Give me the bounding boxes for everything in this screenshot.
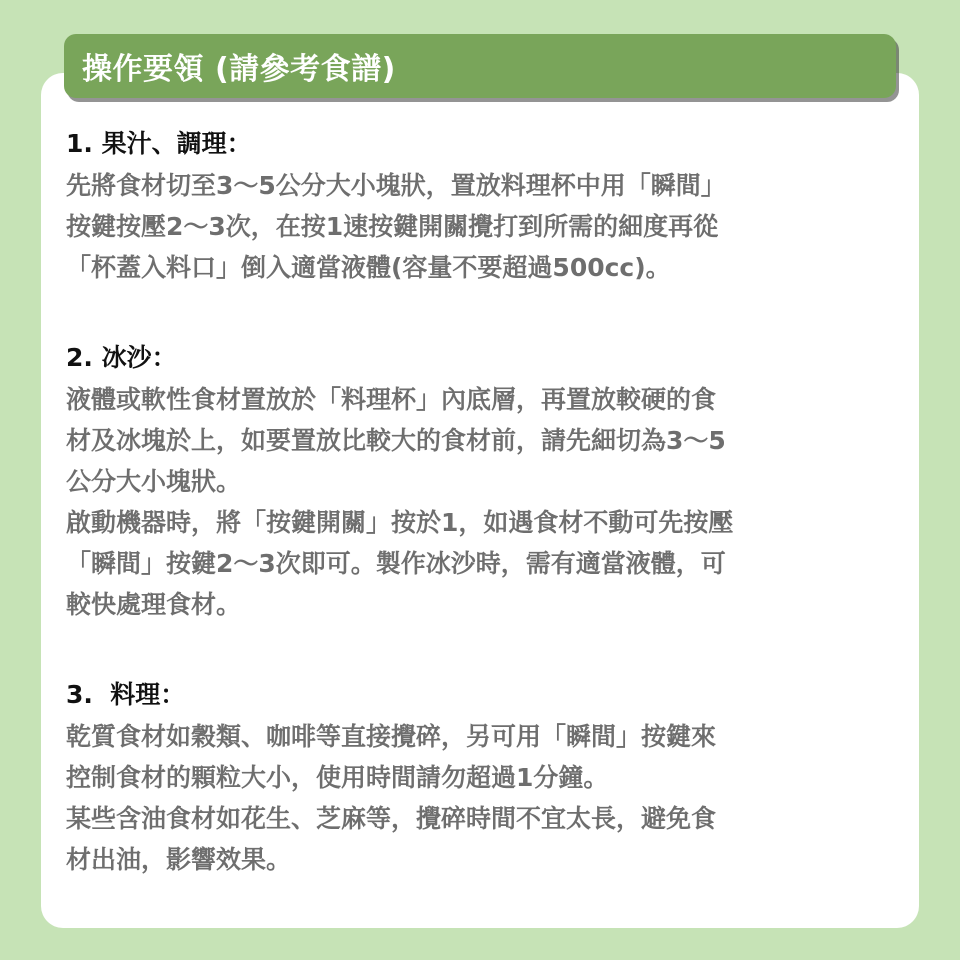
paragraph-line: 公分大小塊狀。 — [66, 467, 242, 496]
instructions-list — [66, 122, 902, 928]
paragraph-line: 啟動機器時，將「按鍵開關」按於1，如遇食材不動可先按壓 — [66, 508, 734, 537]
page-title: 操作要領 (請參考食譜) — [82, 52, 396, 87]
header-bar — [64, 34, 896, 98]
section-juice — [66, 122, 902, 288]
paragraph-line: 「瞬間」按鍵2～3次即可。製作冰沙時，需有適當液體，可 — [66, 549, 726, 578]
section-paragraph — [66, 379, 902, 502]
section-title: 2. 冰沙： — [66, 343, 177, 372]
paragraph-line: 控制食材的顆粒大小，使用時間請勿超過1分鐘。 — [66, 763, 609, 792]
section-paragraph — [66, 716, 902, 798]
section-cooking — [66, 673, 902, 880]
paragraph-line: 「杯蓋入料口」倒入適當液體(容量不要超過500cc)。 — [66, 253, 671, 282]
paragraph-line: 材及冰塊於上，如要置放比較大的食材前，請先細切為3～5 — [66, 426, 726, 455]
paragraph-line: 材出油，影響效果。 — [66, 845, 292, 874]
paragraph-line: 液體或軟性食材置放於「料理杯」內底層，再置放較硬的食 — [66, 385, 717, 414]
paragraph-line: 較快處理食材。 — [66, 590, 242, 619]
paragraph-line: 某些含油食材如花生、芝麻等，攪碎時間不宜太長，避免食 — [66, 804, 717, 833]
section-title: 3. 料理： — [66, 680, 186, 709]
section-paragraph — [66, 798, 902, 880]
section-paragraph — [66, 165, 902, 288]
paragraph-line: 按鍵按壓2～3次，在按1速按鍵開關攪打到所需的細度再從 — [66, 212, 719, 241]
section-smoothie — [66, 336, 902, 625]
paragraph-line: 先將食材切至3～5公分大小塊狀，置放料理杯中用「瞬間」 — [66, 171, 726, 200]
section-title: 1. 果汁、調理： — [66, 129, 252, 158]
section-paragraph — [66, 502, 902, 625]
paragraph-line: 乾質食材如穀類、咖啡等直接攪碎，另可用「瞬間」按鍵來 — [66, 722, 717, 751]
